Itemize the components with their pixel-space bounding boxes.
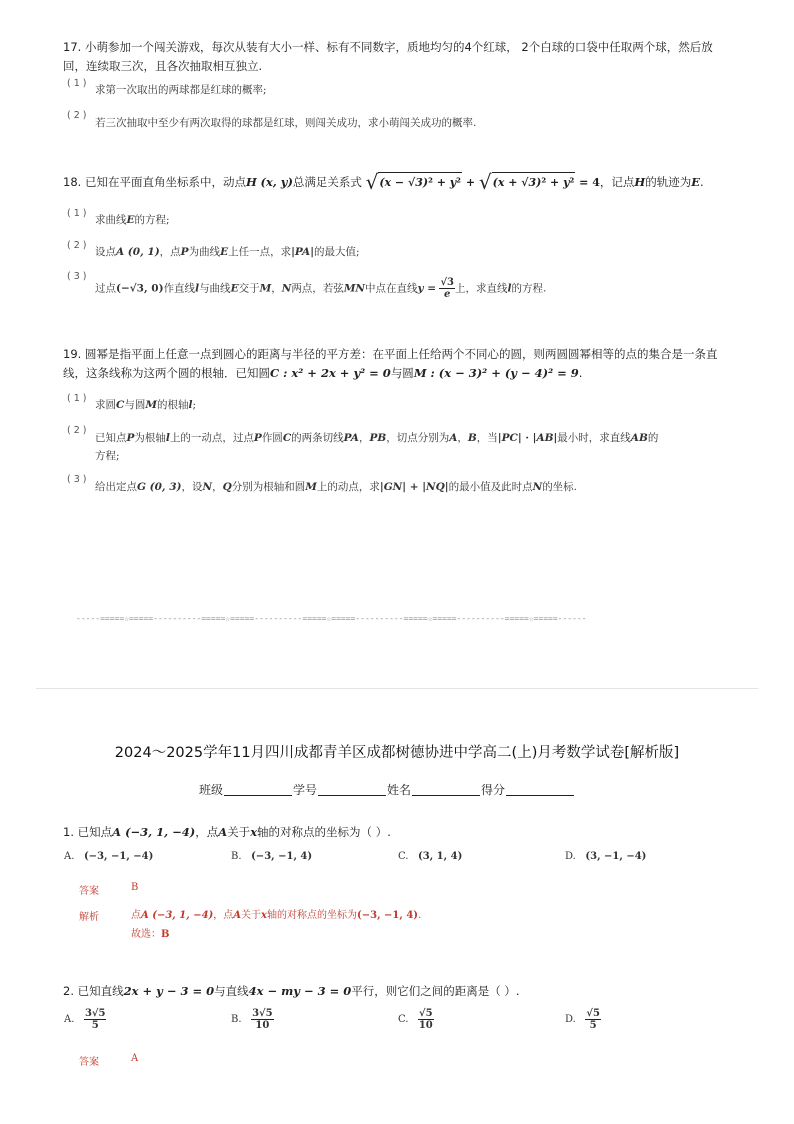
q18-curve-e: E	[691, 175, 700, 189]
e1-option-a-value: (−3, −1, −4)	[83, 851, 154, 862]
e1-analysis-label: 解析	[79, 912, 99, 923]
e2-stem-c: 平行，则它们之间的距离是（ ）.	[351, 984, 520, 998]
q19-part1-text	[95, 397, 196, 412]
q19-p2-expr: |PC| · |AB|	[497, 432, 558, 444]
q17-part2-number: ( 2 )	[67, 110, 87, 121]
q19-p1-l: l	[188, 399, 193, 411]
q19-p2-a: 为根轴	[134, 432, 166, 444]
q18-p3-fraction	[439, 277, 455, 300]
e2-option-b-num: 3√5	[252, 1008, 273, 1019]
e1-answer-label: 答案	[79, 886, 99, 897]
e2-option-c-den: 10	[418, 1020, 433, 1031]
q19-stem-line2: 线，这条线称为这两个圆的根轴．已知圆C : x² + 2x + y² = 0与圆M : (x − 3)² + (y − 4)² = 9.	[63, 366, 583, 380]
e1-option-a[interactable]	[64, 851, 153, 862]
e2-option-b-den: 10	[255, 1020, 270, 1031]
e1-analysis-A: A	[233, 910, 242, 921]
q19-p2-c: 作圆	[261, 432, 283, 444]
e1-stem	[63, 823, 391, 842]
e2-answer-value: A	[131, 1053, 139, 1064]
q17-part2-text: 若三次抽取中至少有两次取得的球都是红球，则闯关成功，求小萌闯关成功的概率.	[95, 117, 477, 129]
q19-p3-expr: |GN| + |NQ|	[379, 481, 449, 493]
q18-p2-point-a: A (0, 1)	[116, 246, 160, 258]
student-info-row	[199, 781, 575, 798]
q18-point-h-2: H	[634, 175, 646, 189]
q19-p2-p2: P	[253, 432, 262, 444]
q19-p1-c: C	[116, 399, 125, 411]
e1-analysis-point: A (−3, 1, −4)	[141, 910, 214, 921]
e2-option-d-label: D.	[565, 1014, 576, 1025]
q18-xy: (x, y)	[260, 175, 293, 189]
q19-p3-a: 给出定点	[95, 481, 137, 493]
e2-option-b-fraction	[251, 1008, 274, 1031]
q18-part3-text	[95, 277, 546, 300]
e1-option-c[interactable]	[398, 851, 462, 862]
q18-p1-b: 的方程;	[134, 214, 170, 226]
e1-conclusion-b: B	[161, 929, 170, 940]
q18-p2-c: 为曲线	[188, 246, 221, 258]
q18-p3-frac-num: √3	[440, 277, 454, 288]
e2-option-c-fraction	[418, 1008, 434, 1031]
q19-p2-ab: AB	[630, 432, 648, 444]
q17-stem	[63, 38, 743, 76]
q19-p2-g: 最小时，求直线	[557, 432, 631, 444]
q17-stem-line2: 回，连续取三次，且各次抽取相互独立.	[63, 59, 263, 73]
q18-p3-e: E	[230, 282, 239, 295]
q19-stem-line2-b: 与圆	[390, 366, 414, 380]
id-label: 学号	[293, 783, 318, 797]
q19-p3-c: 分别为根轴和圆	[231, 481, 306, 493]
e2-option-b[interactable]	[231, 1008, 274, 1031]
q18-p2-pa: |PA|	[291, 246, 315, 258]
q18-p1-e: E	[126, 214, 135, 226]
q19-p2-e: ，切点分别为	[386, 432, 450, 444]
e1-option-d-label: D.	[565, 851, 576, 862]
e2-option-b-label: B.	[231, 1014, 242, 1025]
q19-p3-q: Q	[222, 481, 232, 493]
q19-part2-number: ( 2 )	[67, 425, 87, 436]
q19-part2-text	[95, 429, 745, 465]
e2-stem	[63, 982, 520, 1001]
q18-relation: √(x − √3)² + y² + √(x + √3)² + y² = 4	[365, 170, 600, 194]
e1-conclusion	[131, 925, 169, 940]
q19-p2-line2: 方程;	[95, 450, 120, 462]
e2-line1: 2x + y − 3 = 0	[123, 984, 215, 998]
e2-option-a-num: 3√5	[84, 1008, 106, 1019]
q18-p3-g: 中点在直线	[365, 282, 418, 295]
q19-p2-intro: 已知点	[95, 432, 127, 444]
e1-option-c-value: (3, 1, 4)	[418, 851, 463, 862]
q18-stem-c: ，记点	[599, 175, 635, 189]
q17-part1-number: ( 1 )	[67, 78, 87, 89]
e2-line2: 4x − my − 3 = 0	[248, 984, 352, 998]
q18-part2-number: ( 2 )	[67, 240, 87, 251]
q18-part2-text	[95, 244, 360, 259]
q19-part3-number: ( 3 )	[67, 474, 87, 485]
q19-stem	[63, 345, 743, 383]
q19-p3-n: N	[202, 481, 213, 493]
e2-option-d-num: √5	[586, 1008, 600, 1019]
e1-analysis-d: 轴的对称点的坐标为	[267, 910, 357, 921]
id-blank[interactable]	[318, 783, 386, 796]
e1-analysis-result: (−3, −1, 4)	[357, 910, 419, 921]
e2-option-d-fraction	[585, 1008, 601, 1031]
name-label: 姓名	[387, 783, 412, 797]
q19-p1-d: 的根轴	[156, 399, 189, 411]
e1-stem-a: 1. 已知点	[63, 825, 113, 839]
q19-p3-g: G (0, 3)	[137, 481, 182, 493]
q19-p2-B: B	[467, 432, 477, 444]
e2-option-d-den: 5	[589, 1020, 597, 1031]
class-blank[interactable]	[224, 783, 292, 796]
q19-p3-e: 的最小值及此时点	[448, 481, 533, 493]
q18-p3-point: (−√3, 0)	[116, 282, 164, 295]
e1-option-b-value: (−3, −1, 4)	[251, 851, 313, 862]
e1-option-d[interactable]	[565, 851, 646, 862]
q19-p3-m: M	[305, 481, 317, 493]
class-label: 班级	[199, 783, 224, 797]
e1-option-c-label: C.	[398, 851, 409, 862]
q18-p2-e: E	[220, 246, 229, 258]
q19-p2-b: 上的一动点，过点	[169, 432, 254, 444]
e2-option-a-fraction	[84, 1008, 107, 1031]
q18-p2-e-text: 的最大值;	[314, 246, 360, 258]
e1-stem-c: 关于	[227, 825, 251, 839]
q18-part1-text	[95, 212, 170, 227]
q19-stem-line2-a: 线，这条线称为这两个圆的根轴．已知圆	[63, 366, 270, 380]
score-blank[interactable]	[506, 783, 574, 796]
q19-stem-line1: 19. 圆幂是指平面上任意一点到圆心的距离与半径的平方差：在平面上任给两个不同心的圆，则两圆圆幂相等的点的集合是一条直	[63, 347, 718, 361]
q18-p3-f: 两点，若弦	[291, 282, 344, 295]
q18-stem-b: 总满足关系式	[292, 175, 362, 189]
q19-p2-pb: PB	[369, 432, 387, 444]
name-blank[interactable]	[412, 783, 480, 796]
e2-answer-label: 答案	[79, 1057, 99, 1068]
q19-p2-h: 的	[647, 432, 659, 444]
q18-p3-mn: MN	[343, 282, 366, 295]
q19-p3-n2: N	[532, 481, 543, 493]
q19-p2-p: P	[126, 432, 135, 444]
q18-stem: 18. 已知在平面直角坐标系中，动点H (x, y)总满足关系式 √(x − √3)² + y² + √(x + √3)² + y² = 4，记点H的轨迹为E.	[63, 170, 704, 194]
q18-p3-b: 作直线	[163, 282, 196, 295]
q19-p2-line1: 已知点P为根轴l上的一动点，过点P作圆C的两条切线PA，PB，切点分别为A，B，当|PC| · |AB|最小时，求直线AB的	[95, 432, 659, 444]
exam-title: 2024～2025学年11月四川成都青羊区成都树德协进中学高二(上)月考数学试卷[解析版]	[114, 745, 680, 761]
q19-p2-circle-c: C	[282, 432, 292, 444]
q18-p2-p: P	[180, 246, 189, 258]
page-break-rule	[36, 688, 758, 689]
e1-analysis-text	[131, 906, 421, 921]
q19-p1-a: 求圆	[95, 399, 116, 411]
score-label: 得分	[481, 783, 506, 797]
q18-p3-h: 上，求直线	[454, 282, 508, 295]
e1-option-b[interactable]	[231, 851, 312, 862]
q18-part3-number: ( 3 )	[67, 271, 87, 282]
e1-conclusion-a: 故选：	[131, 929, 161, 940]
q19-p3-b: ，设	[181, 481, 203, 493]
e2-stem-b: 与直线	[214, 984, 249, 998]
q17-part1-text: 求第一次取出的两球都是红球的概率;	[95, 84, 267, 96]
q18-p1-a: 求曲线	[95, 214, 127, 226]
e1-analysis-e: .	[418, 910, 422, 921]
q18-p3-l2: l	[507, 282, 512, 295]
q19-p2-A: A	[449, 432, 458, 444]
e1-analysis-a: 点	[131, 910, 141, 921]
q18-p3-d: 交于	[238, 282, 260, 295]
q19-p2-f: ，当	[476, 432, 498, 444]
e1-analysis-b: ，点	[213, 910, 234, 921]
q19-p2-pa: PA	[343, 432, 359, 444]
e1-stem-d: 轴的对称点的坐标为（ ）.	[257, 825, 391, 839]
q19-p2-d: 的两条切线	[291, 432, 344, 444]
e2-option-a[interactable]	[64, 1008, 106, 1031]
q19-p1-b: 与圆	[124, 399, 146, 411]
q18-p3-a: 过点	[95, 282, 116, 295]
e2-option-c-num: √5	[419, 1008, 433, 1019]
q18-p3-i: 的方程.	[511, 282, 547, 295]
q19-p1-m: M	[145, 399, 157, 411]
q18-p3-m: M	[259, 282, 272, 295]
e1-stem-x: x	[250, 825, 258, 839]
e1-analysis-x: x	[261, 910, 267, 921]
e2-option-d[interactable]	[565, 1008, 601, 1031]
q17-stem-line1: 17. 小萌参加一个闯关游戏，每次从装有大小一样、标有不同数字，质地均匀的4个红球， 2个白球的口袋中任取两个球，然后放	[63, 40, 713, 54]
q18-p2-d: 上任一点，求	[228, 246, 292, 258]
q18-p3-n: N	[281, 282, 292, 295]
q19-part3-text: 给出定点G (0, 3)，设N，Q分别为根轴和圆M上的动点，求|GN| + |NQ|的最小值及此时点N的坐标.	[95, 481, 578, 493]
star-divider: -----=====☆=====----------=====☆=====----------=====☆=====----------=====☆=====----------=====☆=====------	[76, 614, 587, 623]
q18-point-h: H	[245, 175, 257, 189]
q18-stem-d: 的轨迹为	[645, 175, 692, 189]
e1-option-a-label: A.	[64, 851, 75, 862]
e2-option-a-label: A.	[64, 1014, 75, 1025]
q19-part1-number: ( 1 )	[67, 393, 87, 404]
q19-p3-d: 上的动点，求	[316, 481, 380, 493]
q18-p3-frac-den: e	[444, 289, 451, 300]
e2-stem-a: 2. 已知直线	[63, 984, 124, 998]
q18-p2-a: 设点	[95, 246, 116, 258]
q18-p3-y: y =	[417, 282, 437, 295]
e2-option-c-label: C.	[398, 1014, 409, 1025]
q18-stem-a: 18. 已知在平面直角坐标系中，动点	[63, 175, 246, 189]
q18-p3-e2: ，	[271, 282, 282, 295]
q19-p2-l: l	[165, 432, 170, 444]
e1-point: A (−3, 1, −4)	[112, 825, 196, 839]
e1-analysis-c: 关于	[241, 910, 262, 921]
q18-part1-number: ( 1 )	[67, 208, 87, 219]
q18-p2-b: ，点	[159, 246, 181, 258]
q18-p3-c: 与曲线	[199, 282, 231, 295]
q19-p1-e: ;	[192, 399, 197, 411]
q18-p3-l: l	[195, 282, 200, 295]
e2-option-c[interactable]	[398, 1008, 434, 1031]
e1-stem-b: ，点	[195, 825, 219, 839]
e1-answer-value: B	[131, 882, 139, 893]
e2-option-a-den: 5	[91, 1020, 99, 1031]
e1-stem-A: A	[218, 825, 228, 839]
q19-circle-c: C : x² + 2x + y² = 0	[270, 366, 391, 380]
e1-option-d-value: (3, −1, −4)	[585, 851, 647, 862]
q19-circle-m: M : (x − 3)² + (y − 4)² = 9	[413, 366, 579, 380]
e1-option-b-label: B.	[231, 851, 242, 862]
q19-p3-f: 的坐标.	[542, 481, 578, 493]
